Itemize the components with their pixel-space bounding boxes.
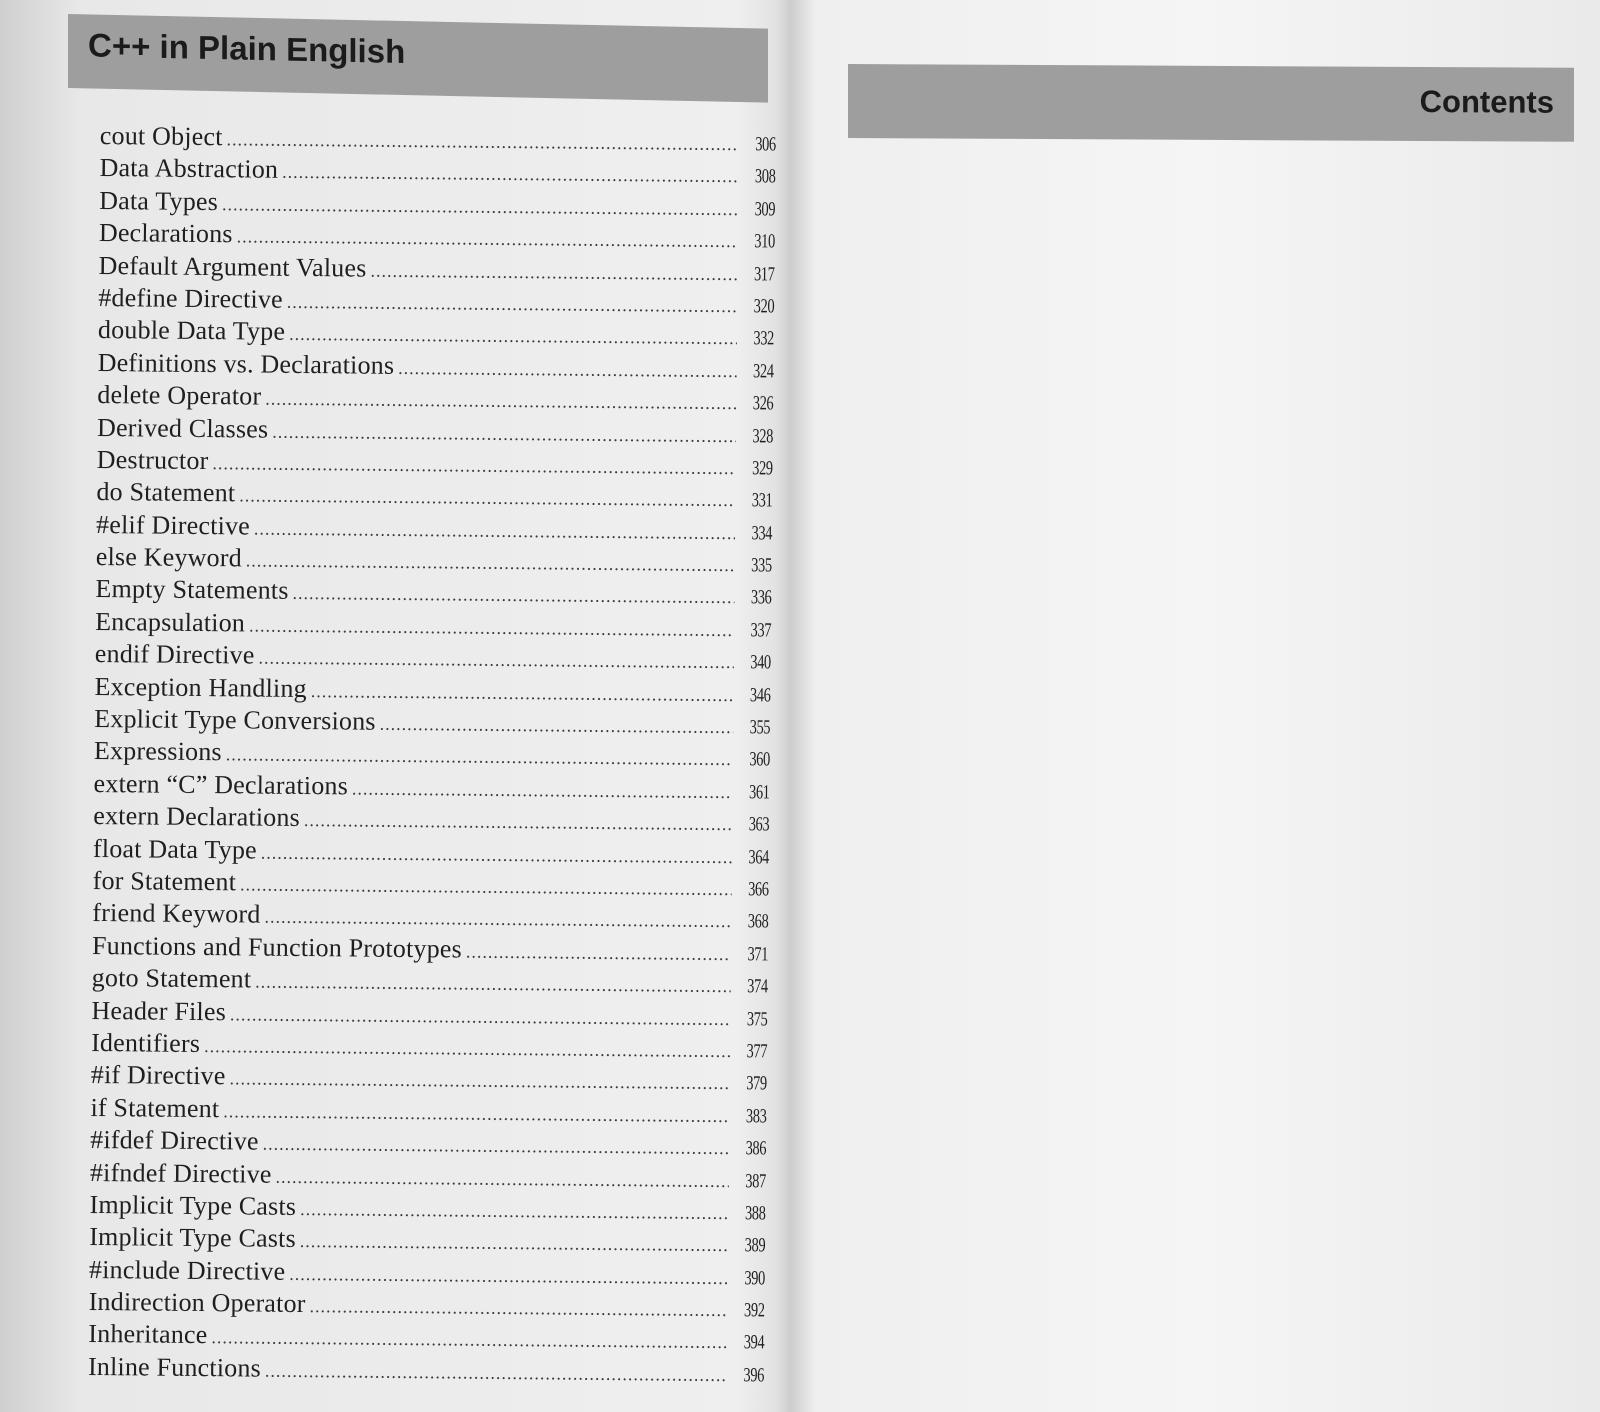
toc-entry-page-number: 366: [748, 878, 769, 901]
toc-entry-page-number: 377: [746, 1040, 768, 1063]
dot-leader: [275, 1160, 729, 1196]
toc-entry-page-number: 328: [752, 424, 774, 447]
dot-leader: [212, 447, 736, 484]
toc-entry-page-number: 368: [747, 910, 769, 933]
toc-entry-page-number: 310: [754, 230, 775, 253]
toc-entry-title: else Keyword: [95, 542, 243, 573]
dot-leader: [289, 1258, 728, 1294]
running-head-book-title: C++ in Plain English: [68, 14, 768, 103]
toc-entry-title: Declarations: [98, 218, 233, 249]
dot-leader: [265, 1354, 727, 1390]
toc-entry-title: goto Statement: [91, 963, 252, 994]
toc-entry-page-number: 394: [743, 1331, 765, 1354]
toc-entry-title: Destructor: [96, 444, 209, 475]
toc-entry-page-number: 329: [752, 457, 773, 480]
toc-entry-page-number: 346: [749, 683, 771, 707]
toc-entry-title: Inline Functions: [87, 1351, 262, 1383]
toc-entry-page-number: 306: [755, 133, 776, 156]
toc-entry-page-number: 363: [748, 813, 770, 836]
toc-entry-page-number: 340: [750, 651, 771, 674]
toc-entry-title: Empty Statements: [95, 574, 289, 606]
left-page: [0, 0, 790, 1412]
toc-entry-title: friend Keyword: [92, 898, 261, 929]
toc-entry-title: cout Object: [99, 120, 223, 152]
toc-entry-title: Identifiers: [91, 1027, 201, 1058]
right-page: [790, 0, 1600, 1412]
dot-leader: [222, 188, 738, 225]
toc-entry-page-number: 361: [748, 781, 770, 804]
dot-leader: [254, 512, 735, 549]
dot-leader: [229, 1063, 730, 1100]
toc-entry-page-number: 375: [746, 1007, 768, 1030]
toc-entry-page-number: 360: [749, 748, 770, 771]
dot-leader: [370, 254, 737, 290]
toc-entry-title: do Statement: [96, 477, 236, 508]
toc-entry-title: float Data Type: [92, 833, 258, 865]
dot-leader: [204, 1030, 730, 1067]
toc-entry-title: Indirection Operator: [88, 1287, 306, 1319]
dot-leader: [272, 415, 736, 451]
toc-entry-title: Data Abstraction: [99, 153, 279, 185]
toc-entry-title: double Data Type: [97, 315, 286, 347]
toc-entry-page-number: 320: [753, 295, 775, 318]
toc-entry-page-number: 387: [745, 1169, 766, 1192]
toc-entry-title: Implicit Type Casts: [89, 1189, 297, 1221]
toc-entry-page-number: 336: [750, 586, 772, 609]
toc-entry-title: extern Declarations: [93, 801, 301, 833]
toc-entry-title: #ifdef Directive: [90, 1125, 259, 1156]
toc-entry-title: Definitions vs. Declarations: [97, 347, 395, 380]
dot-leader: [255, 966, 731, 1003]
toc-entry-page-number: 390: [744, 1266, 766, 1290]
dot-leader: [300, 1225, 729, 1261]
toc-entry-page-number: 309: [754, 198, 776, 221]
dot-leader: [226, 123, 739, 160]
toc-entry-title: Inheritance: [88, 1319, 208, 1350]
dot-leader: [240, 868, 732, 905]
toc-entry-title: #ifndef Directive: [89, 1157, 272, 1189]
toc-entry-title: #include Directive: [88, 1254, 286, 1286]
toc-entry-page-number: 326: [752, 392, 774, 415]
dot-leader: [300, 1193, 729, 1229]
dot-leader: [230, 998, 731, 1035]
dot-leader: [211, 1322, 727, 1359]
toc-entry-title: Implicit Type Casts: [89, 1222, 297, 1254]
dot-leader: [261, 836, 732, 873]
toc-entry-title: Header Files: [91, 995, 227, 1026]
toc-entry-page-number: 374: [747, 975, 768, 998]
running-head-contents: Contents: [848, 64, 1574, 142]
dot-leader: [398, 352, 737, 387]
dot-leader: [263, 1128, 730, 1164]
toc-entry-title: extern “C” Declarations: [93, 768, 349, 801]
toc-entry-title: for Statement: [92, 865, 237, 897]
toc-entry-page-number: 337: [750, 619, 772, 642]
dot-leader: [287, 286, 738, 322]
toc-entry-title: if Statement: [90, 1092, 220, 1123]
toc-entry-page-number: 386: [745, 1137, 767, 1160]
toc-entry-page-number: 324: [752, 360, 774, 383]
toc-entry-title: #if Directive: [90, 1060, 226, 1091]
toc-entry-title: Functions and Function Prototypes: [91, 930, 463, 964]
toc-entry-title: endif Directive: [94, 639, 255, 670]
toc-entry-title: Data Types: [99, 185, 219, 216]
toc-entry-title: Default Argument Values: [98, 250, 367, 283]
toc-entry-page-number: 317: [753, 262, 775, 286]
toc-entry-page-number: 383: [745, 1104, 767, 1128]
toc-entry-page-number: 355: [749, 716, 771, 739]
dot-leader: [309, 1290, 727, 1326]
dot-leader: [239, 480, 735, 517]
toc-entry-page-number: 335: [751, 554, 772, 577]
dot-leader: [352, 772, 733, 808]
dot-leader: [249, 609, 734, 646]
toc-entry-title: Expressions: [93, 736, 222, 767]
toc-entry-title: #define Directive: [98, 282, 284, 314]
dot-leader: [304, 804, 733, 840]
toc-entry-title: #elif Directive: [95, 509, 251, 541]
dot-leader: [265, 383, 736, 420]
dot-leader: [292, 577, 734, 613]
toc-entry-page-number: 364: [748, 845, 770, 869]
dot-leader: [246, 544, 735, 581]
dot-leader: [380, 708, 734, 743]
toc-entry-page-number: 379: [746, 1072, 767, 1095]
toc-entry-title: Encapsulation: [95, 606, 246, 638]
toc-entry-page-number: 334: [751, 521, 773, 545]
toc-entry-title: Derived Classes: [96, 412, 269, 444]
dot-leader: [223, 1095, 730, 1132]
toc-entry-title: Explicit Type Conversions: [94, 704, 376, 736]
toc-list-left: [88, 120, 790, 1390]
toc-entry-page-number: 389: [744, 1234, 766, 1257]
toc-entry-page-number: 396: [743, 1364, 765, 1387]
toc-entry-page-number: 331: [751, 489, 773, 512]
toc-entry-title: Exception Handling: [94, 671, 307, 703]
toc-entry-title: delete Operator: [97, 380, 262, 411]
toc-entry-page-number: 388: [744, 1202, 766, 1225]
toc-entry-page-number: 392: [743, 1299, 765, 1322]
toc-entry-page-number: 308: [754, 165, 776, 188]
dot-leader: [258, 642, 734, 679]
dot-leader: [466, 935, 731, 970]
toc-entry-page-number: 371: [747, 943, 769, 966]
toc-entry-page-number: 332: [753, 327, 775, 350]
dot-leader: [282, 156, 739, 192]
